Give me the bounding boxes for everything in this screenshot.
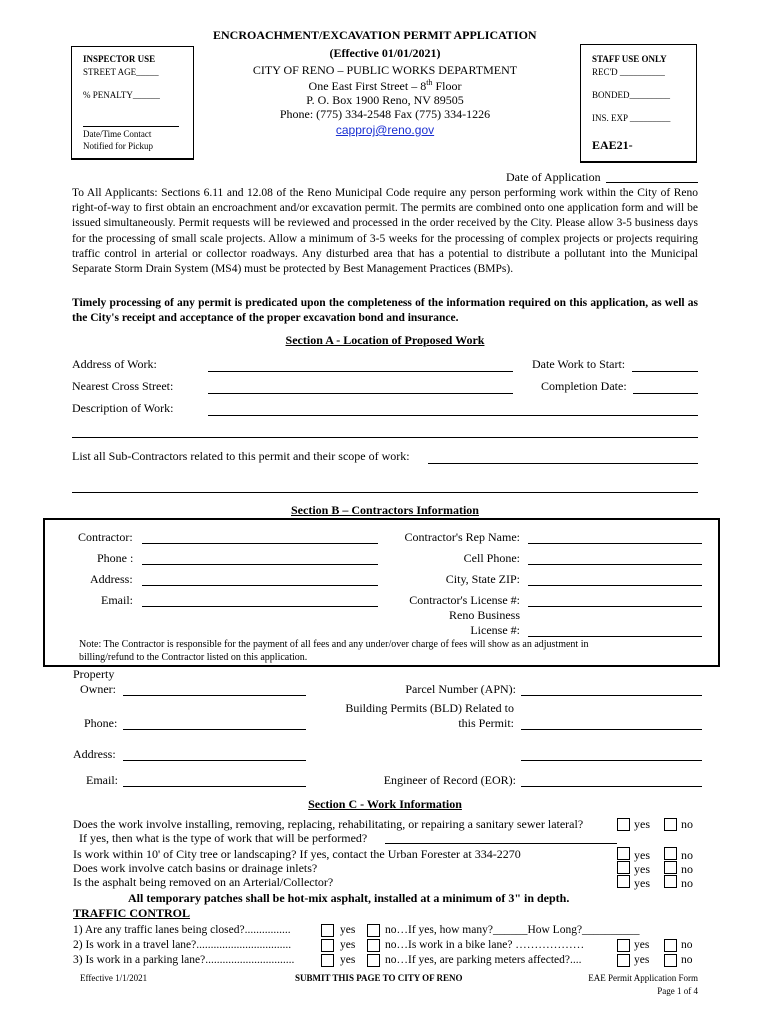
- lanes-closed-question: 1) Are any traffic lanes being closed?................: [73, 924, 291, 936]
- phone-fax: Phone: (775) 334-2548 Fax (775) 334-1226: [279, 107, 491, 121]
- section-b-heading: Section B – Contractors Information: [291, 503, 479, 517]
- contact-label-2: Notified for Pickup: [83, 141, 153, 151]
- catch-basin-question: Does work involve catch basins or drainage inlets?: [73, 861, 318, 875]
- address-of-work-label: Address of Work:: [72, 357, 157, 371]
- footer-form-name: EAE Permit Application Form: [588, 973, 698, 983]
- date-start-label: Date Work to Start:: [532, 357, 626, 371]
- staff-title: STAFF USE ONLY: [592, 54, 667, 64]
- travel-lane-question: 2) Is work in a travel lane?.................................: [73, 939, 292, 951]
- department-address: [225, 78, 545, 94]
- bike-lane-yes-checkbox[interactable]: [617, 939, 630, 952]
- contractor-email-field[interactable]: [142, 606, 378, 607]
- property-label: Property: [73, 667, 115, 681]
- travel-lane-yes-checkbox[interactable]: [321, 939, 334, 952]
- owner-label: Owner:: [80, 682, 116, 696]
- inspector-divider: [83, 126, 179, 127]
- address-sup: th: [426, 78, 433, 87]
- description-field-2[interactable]: [72, 437, 698, 438]
- form-title: ENCROACHMENT/EXCAVATION PERMIT APPLICATION: [213, 28, 537, 42]
- lanes-closed-yes-label: yes: [340, 924, 356, 936]
- tree-yes-checkbox[interactable]: [617, 847, 630, 860]
- bike-lane-no-checkbox[interactable]: [664, 939, 677, 952]
- asphalt-no-checkbox[interactable]: [664, 875, 677, 888]
- owner-field[interactable]: [123, 695, 306, 696]
- penalty-field[interactable]: % PENALTY______: [83, 90, 160, 100]
- subcontractors-field[interactable]: [428, 463, 698, 464]
- rep-name-label: Contractor's Rep Name:: [404, 530, 520, 544]
- parking-lane-yes-label: yes: [340, 954, 356, 966]
- sewer-yes-checkbox[interactable]: [617, 818, 630, 831]
- lanes-closed-no-checkbox[interactable]: [367, 924, 380, 937]
- intro-paragraph: To All Applicants: Sections 6.11 and 12.08 of the Reno Municipal Code require any person performing work within the City of Reno right-of-way to first obtain an encroachment and/or excavation permit. The permits are combined onto one application form and will be issued simultaneously. Permit requests will be reviewed and processed in the order received by the City. Please allow 3-5 business days for the processing of small scale projects. Allow a minimum of 3-5 weeks for the processing of complex projects or projects requiring traffic control in arterial or collector roadways. Any disturbed area that has a potential to distribute a pollutant into the Municipal Separate Storm Drain System (MS4) must be protected by Best Management Practices (BMPs).: [72, 187, 698, 276]
- parking-lane-yes-checkbox[interactable]: [321, 954, 334, 967]
- bike-lane-yes-label: yes: [634, 939, 650, 951]
- city-state-zip-label: City, State ZIP:: [445, 572, 520, 586]
- description-field[interactable]: [208, 415, 698, 416]
- sewer-work-type-label: If yes, then what is the type of work that will be performed?: [79, 831, 368, 845]
- street-age-field[interactable]: STREET AGE_____: [83, 67, 159, 77]
- lanes-closed-no-label: no…If yes, how many?______How Long?__________: [385, 924, 640, 936]
- owner-address-field-2[interactable]: [521, 760, 702, 761]
- department-name: CITY OF RENO – PUBLIC WORKS DEPARTMENT: [252, 63, 518, 77]
- asphalt-yes-checkbox[interactable]: [617, 875, 630, 888]
- section-a-heading: Section A - Location of Proposed Work: [285, 333, 485, 347]
- contractor-note: Note: The Contractor is responsible for the payment of all fees and any under/over charge of fees will show as an adjustment in: [79, 639, 589, 650]
- contractor-email-label: Email:: [101, 593, 133, 607]
- ins-exp-field[interactable]: INS. EXP _________: [592, 113, 671, 123]
- date-of-application-label: Date of Application: [506, 170, 601, 184]
- tree-question: Is work within 10' of City tree or landscaping? If yes, contact the Urban Forester at 334-2270: [73, 847, 521, 861]
- bld-label-2: this Permit:: [458, 716, 514, 730]
- contractor-phone-field[interactable]: [142, 564, 378, 565]
- contact-label-1: Date/Time Contact: [83, 129, 152, 139]
- intro-bold-notice: Timely processing of any permit is predicated upon the completeness of the information required on this application, as well as the City's receipt and acceptance of the proper excavation bond and insurance.: [72, 297, 698, 325]
- owner-email-field[interactable]: [123, 786, 306, 787]
- subcontractors-label: List all Sub-Contractors related to this permit and their scope of work:: [72, 449, 410, 463]
- owner-email-label: Email:: [86, 773, 118, 787]
- date-of-application-field[interactable]: [606, 182, 698, 183]
- sewer-work-type-field[interactable]: [385, 843, 617, 844]
- owner-phone-label: Phone:: [84, 716, 118, 730]
- completion-date-label: Completion Date:: [541, 379, 627, 393]
- footer-page-number: Page 1 of 4: [657, 986, 698, 996]
- city-state-zip-field[interactable]: [528, 585, 702, 586]
- catch-basin-yes-label: yes: [634, 862, 650, 876]
- owner-address-field[interactable]: [123, 760, 306, 761]
- asphalt-question: Is the asphalt being removed on an Arterial/Collector?: [73, 875, 334, 889]
- sewer-no-label: no: [681, 817, 693, 831]
- license-label: Contractor's License #:: [409, 593, 520, 607]
- traffic-control-heading: TRAFFIC CONTROL: [73, 906, 191, 920]
- catch-basin-yes-checkbox[interactable]: [617, 861, 630, 874]
- contractor-address-field[interactable]: [142, 585, 378, 586]
- reno-business-label: Reno Business: [448, 608, 520, 622]
- cell-phone-label: Cell Phone:: [463, 551, 520, 565]
- meters-no-label: no: [681, 954, 693, 966]
- meters-no-checkbox[interactable]: [664, 954, 677, 967]
- footer-effective: Effective 1/1/2021: [80, 973, 148, 983]
- parking-lane-no-label: no…If yes, are parking meters affected?....: [385, 954, 582, 966]
- subcontractors-field-2[interactable]: [72, 492, 698, 493]
- completion-date-field[interactable]: [633, 393, 698, 394]
- footer-submit: SUBMIT THIS PAGE TO CITY OF RENO: [295, 973, 463, 983]
- apn-label: Parcel Number (APN):: [405, 682, 516, 696]
- engineer-label: Engineer of Record (EOR):: [383, 773, 516, 787]
- travel-lane-no-checkbox[interactable]: [367, 939, 380, 952]
- cell-phone-field[interactable]: [528, 564, 702, 565]
- sewer-question: Does the work involve installing, removing, replacing, rehabilitating, or repairing a sanitary sewer lateral?: [73, 817, 584, 831]
- travel-lane-no-label: no…Is work in a bike lane? ………………: [385, 939, 585, 951]
- recd-field[interactable]: REC'D __________: [592, 67, 665, 77]
- cross-street-field[interactable]: [208, 393, 513, 394]
- bld-field[interactable]: [521, 729, 702, 730]
- owner-address-label: Address:: [73, 747, 116, 761]
- patch-notice: All temporary patches shall be hot-mix asphalt, installed at a minimum of 3" in depth.: [128, 891, 570, 905]
- rep-name-field[interactable]: [528, 543, 702, 544]
- asphalt-no-label: no: [681, 876, 693, 890]
- contractor-label: Contractor:: [78, 530, 133, 544]
- owner-phone-field[interactable]: [123, 729, 306, 730]
- contractor-phone-label: Phone :: [97, 551, 134, 565]
- meters-yes-label: yes: [634, 954, 650, 966]
- bonded-field[interactable]: BONDED_________: [592, 90, 670, 100]
- sewer-no-checkbox[interactable]: [664, 818, 677, 831]
- cross-street-label: Nearest Cross Street:: [72, 379, 174, 393]
- po-box: P. O. Box 1900 Reno, NV 89505: [306, 93, 464, 107]
- tree-no-label: no: [681, 848, 693, 862]
- inspector-title: INSPECTOR USE: [83, 54, 156, 64]
- meters-yes-checkbox[interactable]: [617, 954, 630, 967]
- license-field[interactable]: [528, 606, 702, 607]
- asphalt-yes-label: yes: [634, 876, 650, 890]
- bld-label-1: Building Permits (BLD) Related to: [345, 701, 514, 715]
- apn-field[interactable]: [521, 695, 702, 696]
- parking-lane-question: 3) Is work in a parking lane?...............................: [73, 954, 295, 966]
- effective-date: (Effective 01/01/2021): [329, 46, 441, 60]
- address-text: One East First Street – 8: [308, 79, 427, 93]
- parking-lane-no-checkbox[interactable]: [367, 954, 380, 967]
- travel-lane-yes-label: yes: [340, 939, 356, 951]
- business-license-label: License #:: [470, 623, 520, 637]
- date-start-field[interactable]: [632, 371, 698, 372]
- permit-number: EAE21-: [592, 138, 633, 152]
- contractor-address-label: Address:: [90, 572, 133, 586]
- description-label: Description of Work:: [72, 401, 174, 415]
- catch-basin-no-label: no: [681, 862, 693, 876]
- business-license-field[interactable]: [528, 636, 702, 637]
- bike-lane-no-label: no: [681, 939, 693, 951]
- tree-yes-label: yes: [634, 848, 650, 862]
- lanes-closed-yes-checkbox[interactable]: [321, 924, 334, 937]
- tree-no-checkbox[interactable]: [664, 847, 677, 860]
- contractor-note-2: billing/refund to the Contractor listed on this application.: [79, 652, 308, 663]
- address-floor: Floor: [432, 79, 462, 93]
- sewer-yes-label: yes: [634, 817, 650, 831]
- email-link[interactable]: capproj@reno.gov: [335, 123, 435, 137]
- address-of-work-field[interactable]: [208, 371, 513, 372]
- catch-basin-no-checkbox[interactable]: [664, 861, 677, 874]
- section-c-heading: Section C - Work Information: [308, 797, 462, 811]
- engineer-field[interactable]: [521, 786, 702, 787]
- contractor-field[interactable]: [142, 543, 378, 544]
